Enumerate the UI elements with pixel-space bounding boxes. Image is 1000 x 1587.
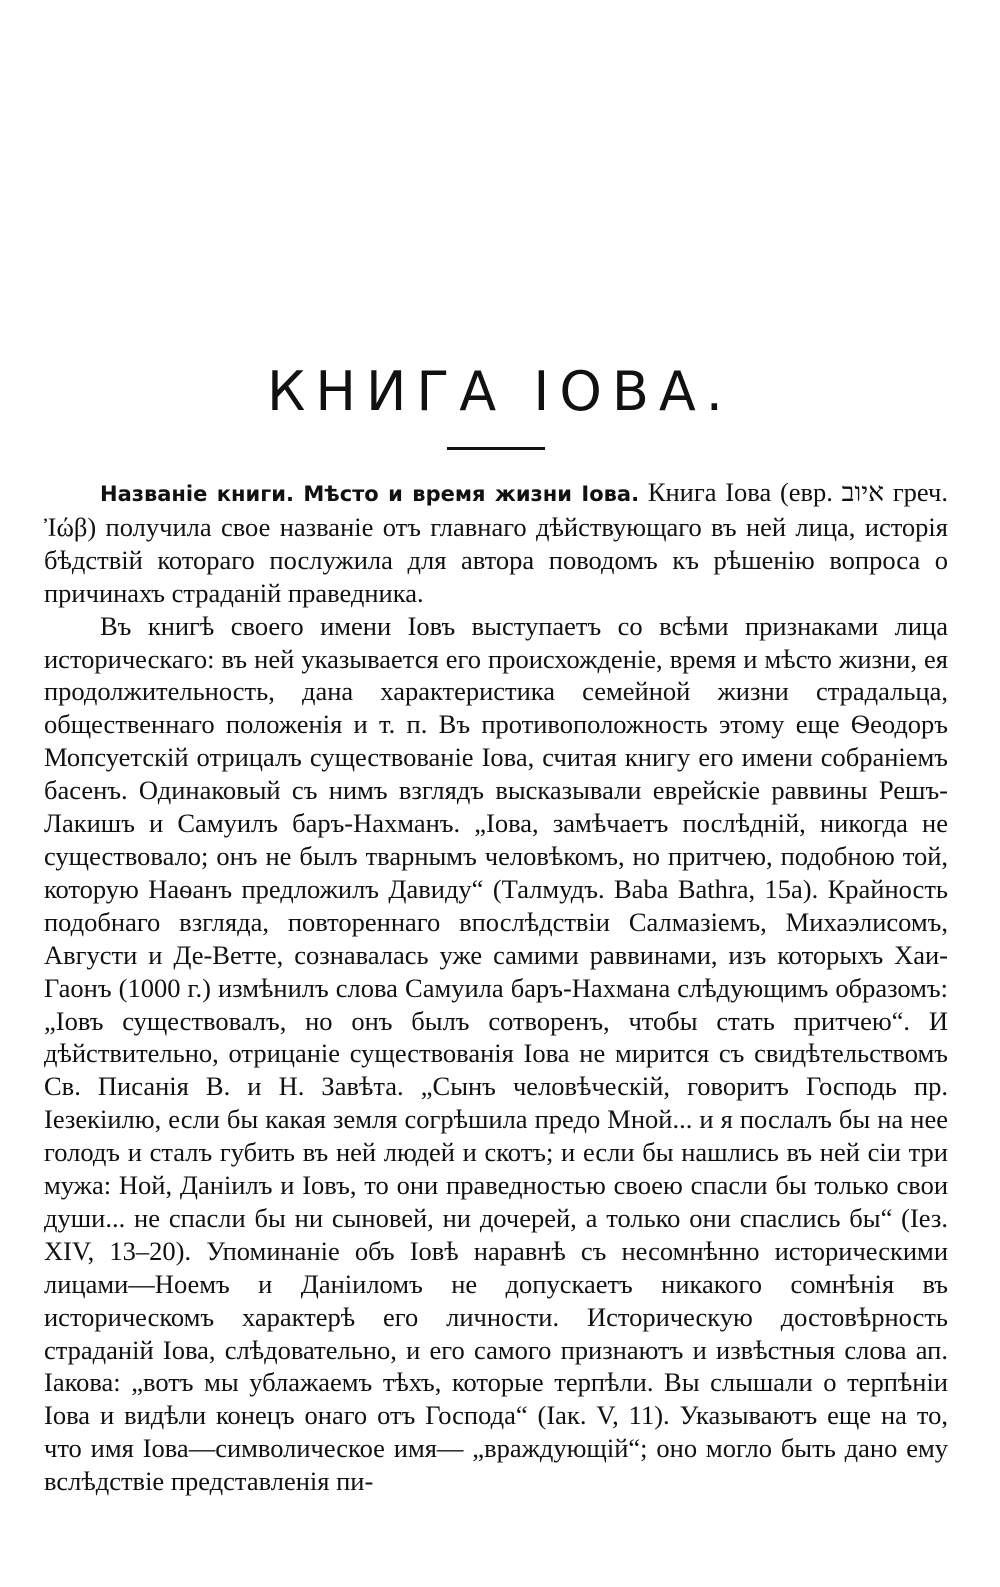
document-body: [44, 476, 948, 1498]
paragraph-intro: [44, 476, 948, 610]
paragraph-intro-text: Книга Іова (евр. איוב греч. Ἰώβ) получила свое названіе отъ главнаго дѣйствующаго въ ней лица, исторія бѣдствій котораго послужила для автора поводомъ къ рѣшенію вопроса о причинахъ страданій праведника.: [44, 477, 948, 608]
title-divider: [447, 447, 545, 450]
page-title: КНИГА ІОВА.: [267, 360, 733, 423]
section-heading: Названіе книги. Мѣсто и время жизни Іова.: [100, 482, 640, 506]
paragraph-historicity-text: Въ книгѣ своего имени Іовъ выступаетъ со всѣми признаками лица историческаго: въ ней указывается его происхожденіе, время и мѣсто жизни, ея продолжительность, дана характеристика семейной жизни страдальца, общественнаго положенія и т. п. Въ противоположность этому еще Ѳеодоръ Мопсуетскій отрицалъ существованіе Іова, считая книгу его имени собраніемъ басенъ. Одинаковый съ нимъ взглядъ высказывали еврейскіе раввины Решъ-Лакишъ и Самуилъ баръ-Нахманъ. „Іова, замѣчаетъ послѣдній, никогда не существовало; онъ не былъ тварнымъ человѣкомъ, но притчею, подобною той, которую Наѳанъ предложилъ Давиду“ (Талмудъ. Baba Bathra, 15a). Крайность подобнаго взгляда, повтореннаго впослѣдствіи Салмазіемъ, Михаэлисомъ, Августи и Де-Ветте, сознавалась уже самими раввинами, изъ которыхъ Хаи-Гаонъ (1000 г.) измѣнилъ слова Самуила баръ-Нахмана слѣдующимъ образомъ: „Іовъ существовалъ, но онъ былъ сотворенъ, чтобы стать притчею“. И дѣйствительно, отрицаніе существованія Іова не мирится съ свидѣтельствомъ Св. Писанія В. и Н. Завѣта. „Сынъ человѣческій, говоритъ Господь пр. Іезекіилю, если бы какая земля согрѣшила предо Мной... и я послалъ бы на нее голодъ и сталъ губить въ ней людей и скотъ; и если бы нашлись въ ней сіи три мужа: Ной, Даніилъ и Іовъ, то они праведностью своею спасли бы только свои души... не спасли бы ни сыновей, ни дочерей, а только они спаслись бы“ (Іез. XIV, 13–20). Упоминаніе объ Іовѣ наравнѣ съ несомнѣнно историческими лицами—Ноемъ и Даніиломъ не допускаетъ никакого сомнѣнія въ историческомъ характерѣ его личности. Историческую достовѣрность страданій Іова, слѣдовательно, и его самого признаютъ и извѣстныя слова ап. Іакова: „вотъ мы ублажаемъ тѣхъ, которые терпѣли. Вы слышали о терпѣніи Іова и видѣли конецъ онаго отъ Господа“ (Іак. V, 11). Указываютъ еще на то, что имя Іова—символическое имя— „враждующій“; оно могло быть дано ему вслѣдствіе представленія пи-: [44, 610, 948, 1497]
paragraph-historicity: [44, 610, 948, 1498]
